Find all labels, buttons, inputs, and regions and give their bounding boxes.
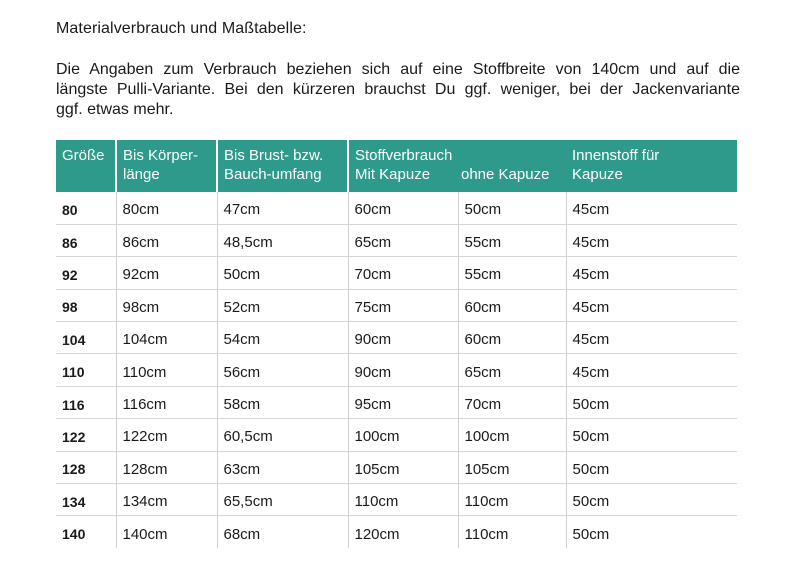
intro-line: ggf. etwas mehr. — [56, 101, 174, 118]
table-row — [56, 386, 737, 418]
size-cell: 140 — [56, 516, 116, 548]
body-length-cell: 80cm — [116, 192, 217, 224]
without-hood-cell: 60cm — [458, 322, 566, 354]
header-fabric-title: Stoffverbrauch — [355, 147, 453, 164]
body-length-cell: 98cm — [116, 289, 217, 321]
header-lining — [566, 140, 737, 192]
size-cell: 86 — [56, 224, 116, 256]
size-cell: 116 — [56, 386, 116, 418]
header-body-length — [116, 140, 217, 192]
lining-cell: 45cm — [566, 257, 737, 289]
chest-cell: 52cm — [217, 289, 348, 321]
size-cell: 104 — [56, 322, 116, 354]
body-length-cell: 110cm — [116, 354, 217, 386]
header-body-length-line1: Bis Körper- — [123, 147, 199, 164]
with-hood-cell: 70cm — [348, 257, 458, 289]
chest-cell: 50cm — [217, 257, 348, 289]
table-row — [56, 192, 737, 224]
lining-cell: 50cm — [566, 419, 737, 451]
header-chest-line2: Bauch-umfang — [224, 166, 322, 183]
body-length-cell: 128cm — [116, 451, 217, 483]
size-cell: 110 — [56, 354, 116, 386]
table-row — [56, 257, 737, 289]
without-hood-cell: 105cm — [458, 451, 566, 483]
size-cell: 134 — [56, 484, 116, 516]
table-row — [56, 484, 737, 516]
body-length-cell: 140cm — [116, 516, 217, 548]
with-hood-cell: 120cm — [348, 516, 458, 548]
without-hood-cell: 100cm — [458, 419, 566, 451]
lining-cell: 45cm — [566, 289, 737, 321]
chest-cell: 68cm — [217, 516, 348, 548]
header-fabric — [348, 140, 566, 192]
chest-cell: 47cm — [217, 192, 348, 224]
header-lining-line2: Kapuze — [572, 166, 623, 183]
size-table — [56, 140, 737, 548]
without-hood-cell: 65cm — [458, 354, 566, 386]
with-hood-cell: 95cm — [348, 386, 458, 418]
table-row — [56, 451, 737, 483]
with-hood-cell: 105cm — [348, 451, 458, 483]
without-hood-cell: 110cm — [458, 516, 566, 548]
table-header — [56, 140, 737, 192]
chest-cell: 65,5cm — [217, 484, 348, 516]
table-row — [56, 322, 737, 354]
chest-cell: 60,5cm — [217, 419, 348, 451]
chest-cell: 56cm — [217, 354, 348, 386]
intro-line: längste Pulli-Variante. Bei den kürzeren brauchst Du ggf. weniger, bei der Jackenvariante — [56, 81, 740, 98]
table-row — [56, 224, 737, 256]
chest-cell: 48,5cm — [217, 224, 348, 256]
without-hood-cell: 55cm — [458, 224, 566, 256]
lining-cell: 45cm — [566, 192, 737, 224]
without-hood-cell: 50cm — [458, 192, 566, 224]
body-length-cell: 92cm — [116, 257, 217, 289]
with-hood-cell: 75cm — [348, 289, 458, 321]
with-hood-cell: 110cm — [348, 484, 458, 516]
without-hood-cell: 70cm — [458, 386, 566, 418]
size-cell: 98 — [56, 289, 116, 321]
lining-cell: 45cm — [566, 322, 737, 354]
lining-cell: 50cm — [566, 386, 737, 418]
header-body-length-line2: länge — [123, 166, 160, 183]
body-length-cell: 86cm — [116, 224, 217, 256]
size-cell: 92 — [56, 257, 116, 289]
header-row — [56, 140, 737, 192]
header-size — [56, 140, 116, 192]
header-with-hood: Mit Kapuze — [355, 166, 431, 183]
lining-cell: 50cm — [566, 451, 737, 483]
table-body — [56, 192, 737, 548]
chest-cell: 54cm — [217, 322, 348, 354]
size-cell: 122 — [56, 419, 116, 451]
table-row — [56, 289, 737, 321]
lining-cell: 45cm — [566, 224, 737, 256]
with-hood-cell: 90cm — [348, 322, 458, 354]
body-length-cell: 122cm — [116, 419, 217, 451]
body-length-cell: 116cm — [116, 386, 217, 418]
header-chest-line1: Bis Brust- bzw. — [224, 147, 324, 164]
without-hood-cell: 110cm — [458, 484, 566, 516]
size-cell: 128 — [56, 451, 116, 483]
with-hood-cell: 100cm — [348, 419, 458, 451]
body-length-cell: 104cm — [116, 322, 217, 354]
document-title: Materialverbrauch und Maßtabelle: — [56, 20, 307, 37]
lining-cell: 50cm — [572, 525, 610, 543]
with-hood-cell: 90cm — [348, 354, 458, 386]
without-hood-cell: 55cm — [458, 257, 566, 289]
intro-line: Die Angaben zum Verbrauch beziehen sich auf eine Stoffbreite von 140cm und auf die — [56, 61, 740, 78]
table-row — [56, 419, 737, 451]
table-row — [56, 354, 737, 386]
with-hood-cell: 65cm — [348, 224, 458, 256]
with-hood-cell: 60cm — [348, 192, 458, 224]
header-chest — [217, 140, 348, 192]
size-cell: 80 — [56, 192, 116, 224]
chest-cell: 63cm — [217, 451, 348, 483]
header-without-hood: ohne Kapuze — [461, 166, 550, 183]
intro-paragraph — [56, 60, 740, 120]
lining-cell: 50cm — [566, 484, 737, 516]
chest-cell: 58cm — [217, 386, 348, 418]
header-size-label: Größe — [62, 147, 105, 164]
table-row — [56, 516, 737, 548]
without-hood-cell: 60cm — [458, 289, 566, 321]
lining-cell: 45cm — [566, 354, 737, 386]
body-length-cell: 134cm — [116, 484, 217, 516]
header-lining-line1: Innenstoff für — [572, 147, 660, 164]
